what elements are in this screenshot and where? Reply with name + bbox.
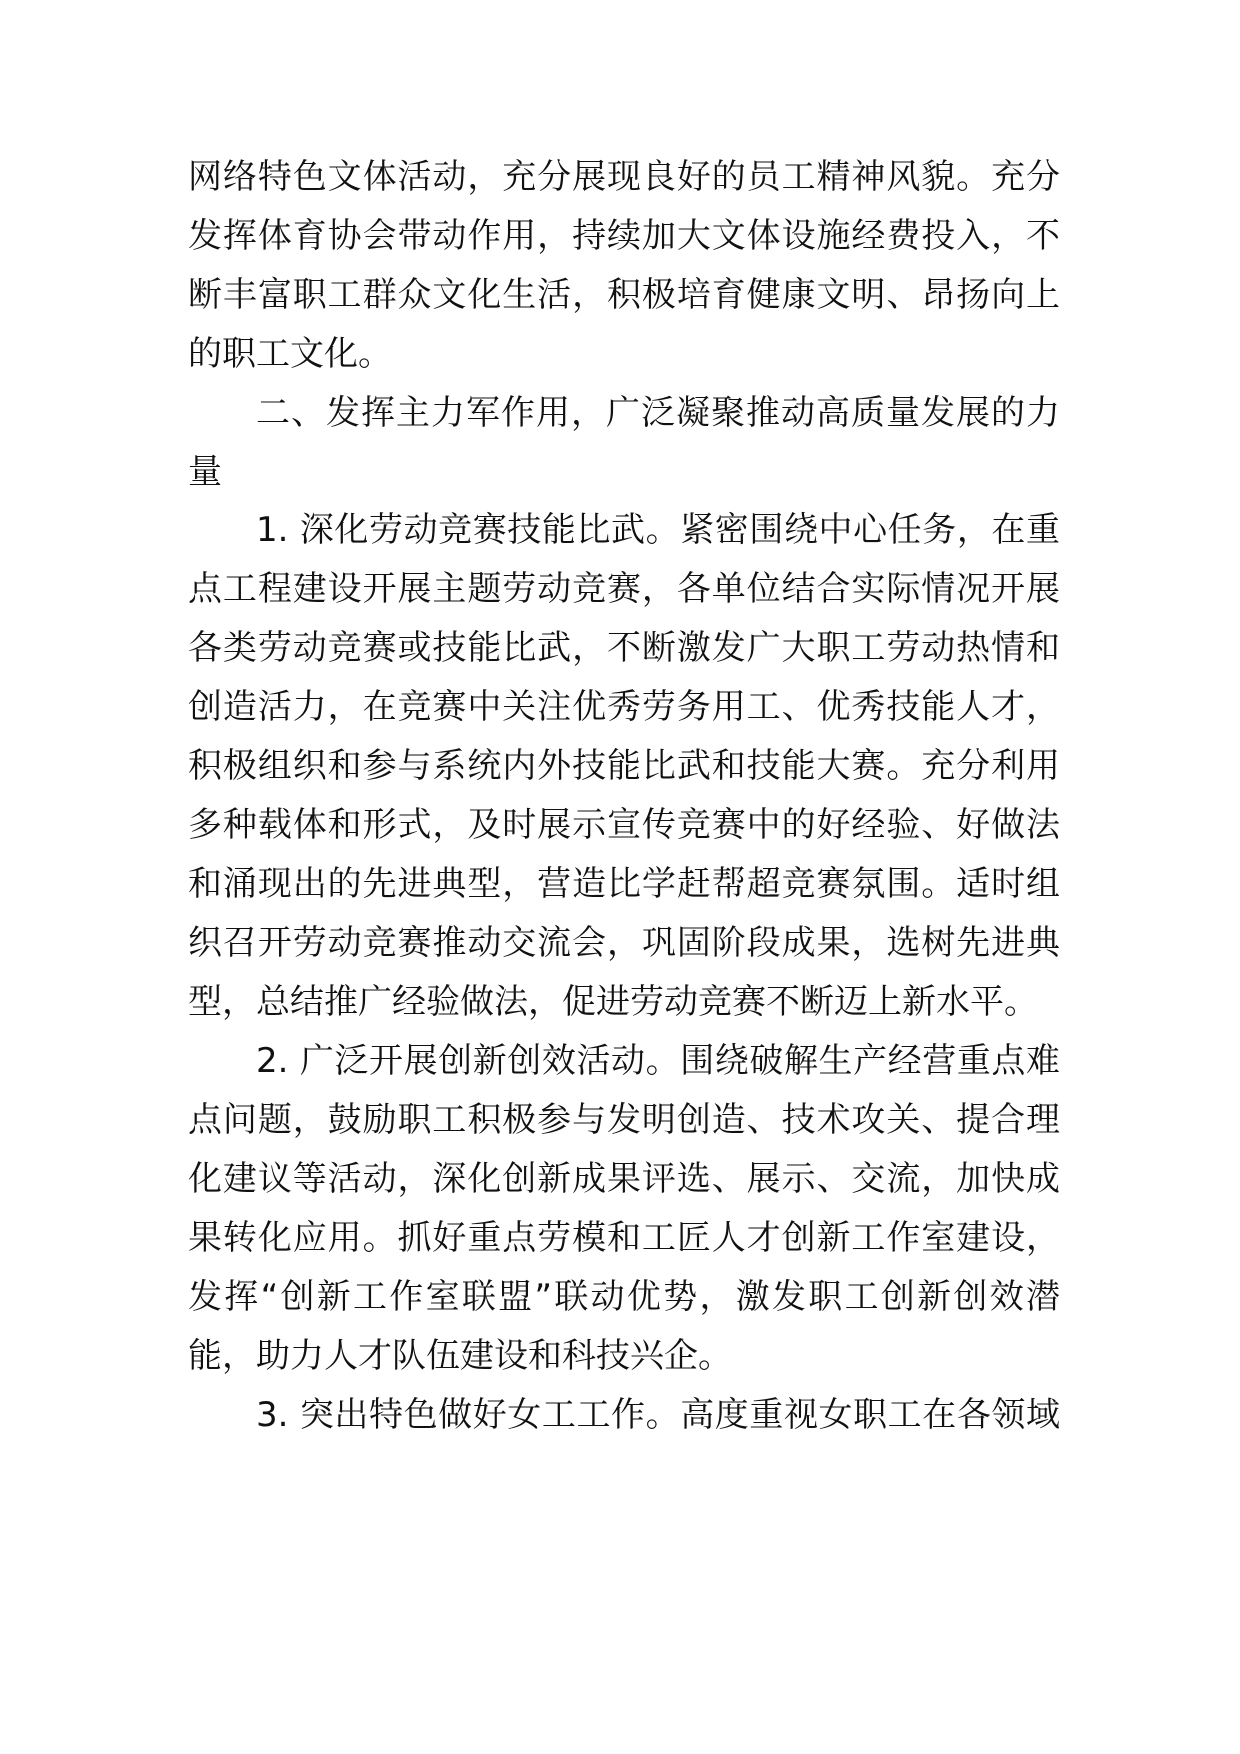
body-text-line: 化建议等活动，深化创新成果评选、展示、交流，加快成 (188, 1159, 1060, 1199)
item-heading-line: 3. 突出特色做好女工工作。高度重视女职工在各领域 (256, 1395, 1060, 1435)
body-text-line: 创造活力，在竞赛中关注优秀劳务用工、优秀技能人才， (188, 687, 1060, 727)
item-heading-line: 1. 深化劳动竞赛技能比武。紧密围绕中心任务，在重 (256, 510, 1060, 550)
body-text-line: 果转化应用。抓好重点劳模和工匠人才创新工作室建设， (188, 1218, 1060, 1258)
body-text-line: 积极组织和参与系统内外技能比武和技能大赛。充分利用 (188, 746, 1060, 786)
body-text-line: 各类劳动竞赛或技能比武，不断激发广大职工劳动热情和 (188, 628, 1060, 668)
body-text-line: 发挥体育协会带动作用，持续加大文体设施经费投入，不 (188, 216, 1060, 256)
body-text-line: 发挥“创新工作室联盟”联动优势，激发职工创新创效潜 (188, 1277, 1060, 1317)
item-heading-line: 2. 广泛开展创新创效活动。围绕破解生产经营重点难 (256, 1041, 1060, 1081)
body-text-line: 网络特色文体活动，充分展现良好的员工精神风貌。充分 (188, 157, 1060, 197)
body-text-line: 点问题，鼓励职工积极参与发明创造、技术攻关、提合理 (188, 1100, 1060, 1140)
body-text-line: 的职工文化。 (188, 334, 392, 374)
body-text-line: 织召开劳动竞赛推动交流会，巩固阶段成果，选树先进典 (188, 923, 1060, 963)
body-text-line: 点工程建设开展主题劳动竞赛，各单位结合实际情况开展 (188, 569, 1060, 609)
body-text-line: 和涌现出的先进典型，营造比学赶帮超竞赛氛围。适时组 (188, 864, 1060, 904)
body-text-line: 多种载体和形式，及时展示宣传竞赛中的好经验、好做法 (188, 805, 1060, 845)
body-text-line: 能，助力人才队伍建设和科技兴企。 (188, 1336, 732, 1376)
body-text-line: 型，总结推广经验做法，促进劳动竞赛不断迈上新水平。 (188, 982, 1038, 1022)
section-heading-line: 二、发挥主力军作用，广泛凝聚推动高质量发展的力 (256, 393, 1060, 433)
section-heading-line: 量 (188, 452, 222, 492)
body-text-line: 断丰富职工群众文化生活，积极培育健康文明、昂扬向上 (188, 275, 1060, 315)
